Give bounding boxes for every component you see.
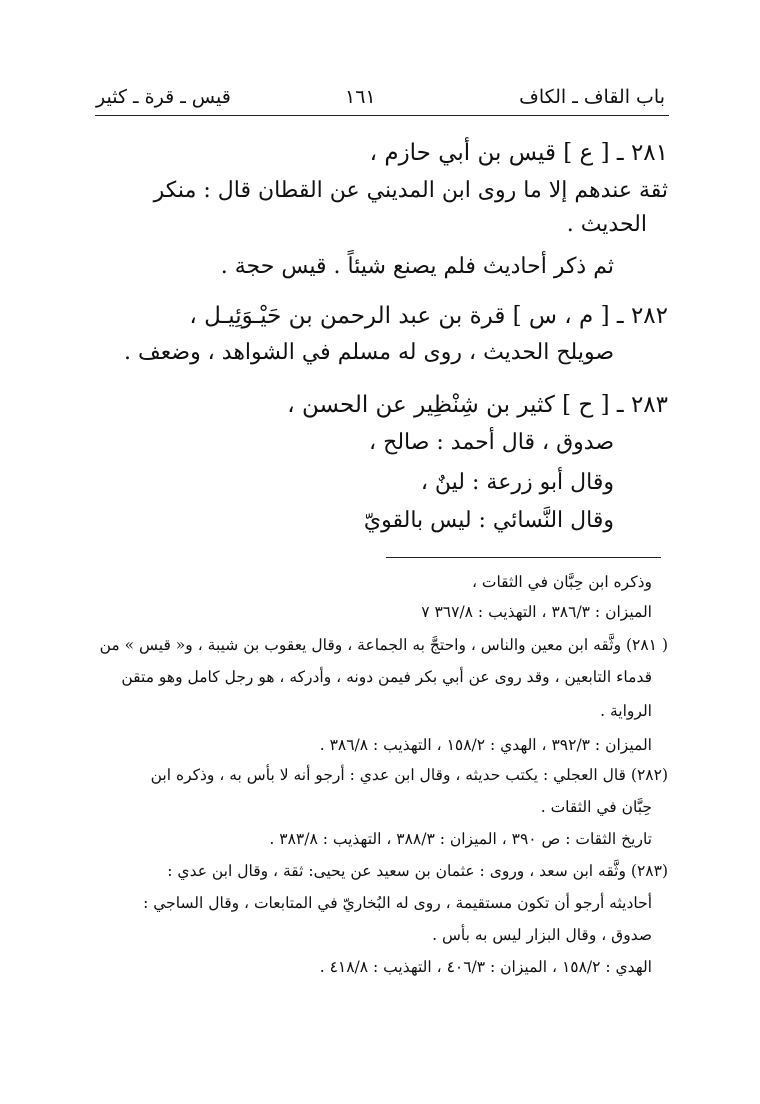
footnote-283: (٢٨٣) وثَّقه ابن سعد ، وروى : عثمان بن سعيد عن يحيى: ثقة ، وقال ابن عدي : bbox=[167, 862, 668, 880]
footnote-line: قدماء التابعين ، وقد روى عن أبي بكر فيمن دونه ، وأدركه ، هو رجل كامل وهو متقن bbox=[121, 668, 652, 686]
entry-282-text: صويلح الحديث ، روى له مسلم في الشواهد ، وضعف . bbox=[124, 340, 614, 365]
running-title-chapter: باب القاف ـ الكاف bbox=[519, 86, 665, 108]
entry-283-heading: ٢٨٣ ـ [ ح ] كثير بن شِنْظِير عن الحسن ، bbox=[287, 392, 668, 418]
running-title-names: قيس ـ قرة ـ كثير bbox=[96, 86, 231, 108]
footnote-282: (٢٨٢) قال العجلي : يكتب حديثه ، وقال ابن عدي : أرجو أنه لا بأس به ، وذكره ابن bbox=[150, 766, 668, 784]
footnote-line: الرواية . bbox=[600, 702, 652, 720]
footnote-line: صدوق ، وقال البزار ليس به بأس . bbox=[432, 926, 652, 944]
footnote-line: الهدي : ١٥٨/٢ ، الميزان : ٤٠٦/٣ ، التهذيب : ٤١٨/٨ . bbox=[319, 958, 652, 976]
entry-281-heading: ٢٨١ ـ [ ع ] قيس بن أبي حازم ، bbox=[369, 140, 668, 166]
header-divider bbox=[95, 115, 669, 116]
footnote-line: وذكره ابن حِبَّان في الثقات ، bbox=[471, 573, 652, 591]
footnote-281: ( ٢٨١) وثَّقه ابن معين والناس ، واحتجَّ به الجماعة ، وقال يعقوب بن شيبة ، و« قيس » من bbox=[99, 636, 668, 654]
entry-283-text: وقال أبو زرعة : لينٌ ، bbox=[420, 470, 614, 495]
entry-281-text: الحديث . bbox=[566, 212, 647, 237]
footnote-divider bbox=[386, 557, 661, 558]
entry-283-text: وقال النَّسائي : ليس بالقويّ bbox=[363, 508, 614, 533]
footnote-line: حِبَّان في الثقات . bbox=[540, 798, 652, 816]
footnote-line: الميزان : ٣٨٦/٣ ، التهذيب : ٣٦٧/٨ ٧ bbox=[421, 603, 652, 621]
page-number: ١٦١ bbox=[345, 86, 376, 108]
footnote-line: تاريخ الثقات : ص ٣٩٠ ، الميزان : ٣٨٨/٣ ، التهذيب : ٣٨٣/٨ . bbox=[269, 830, 652, 848]
entry-282-heading: ٢٨٢ ـ [ م ، س ] قرة بن عبد الرحمن بن حَيْـوَئِيـل ، bbox=[189, 303, 668, 329]
entry-281-text: ثقة عندهم إلا ما روى ابن المديني عن القطان قال : منكر bbox=[153, 178, 668, 203]
footnote-line: الميزان : ٣٩٢/٣ ، الهدي : ١٥٨/٢ ، التهذيب : ٣٨٦/٨ . bbox=[319, 736, 652, 754]
entry-283-text: صدوق ، قال أحمد : صالح ، bbox=[369, 430, 614, 455]
entry-281-text: ثم ذكر أحاديث فلم يصنع شيئاً . قيس حجة . bbox=[220, 254, 614, 279]
footnote-line: أحاديثه أرجو أن تكون مستقيمة ، روى له البُخاريّ في المتابعات ، وقال الساجي : bbox=[143, 894, 652, 912]
